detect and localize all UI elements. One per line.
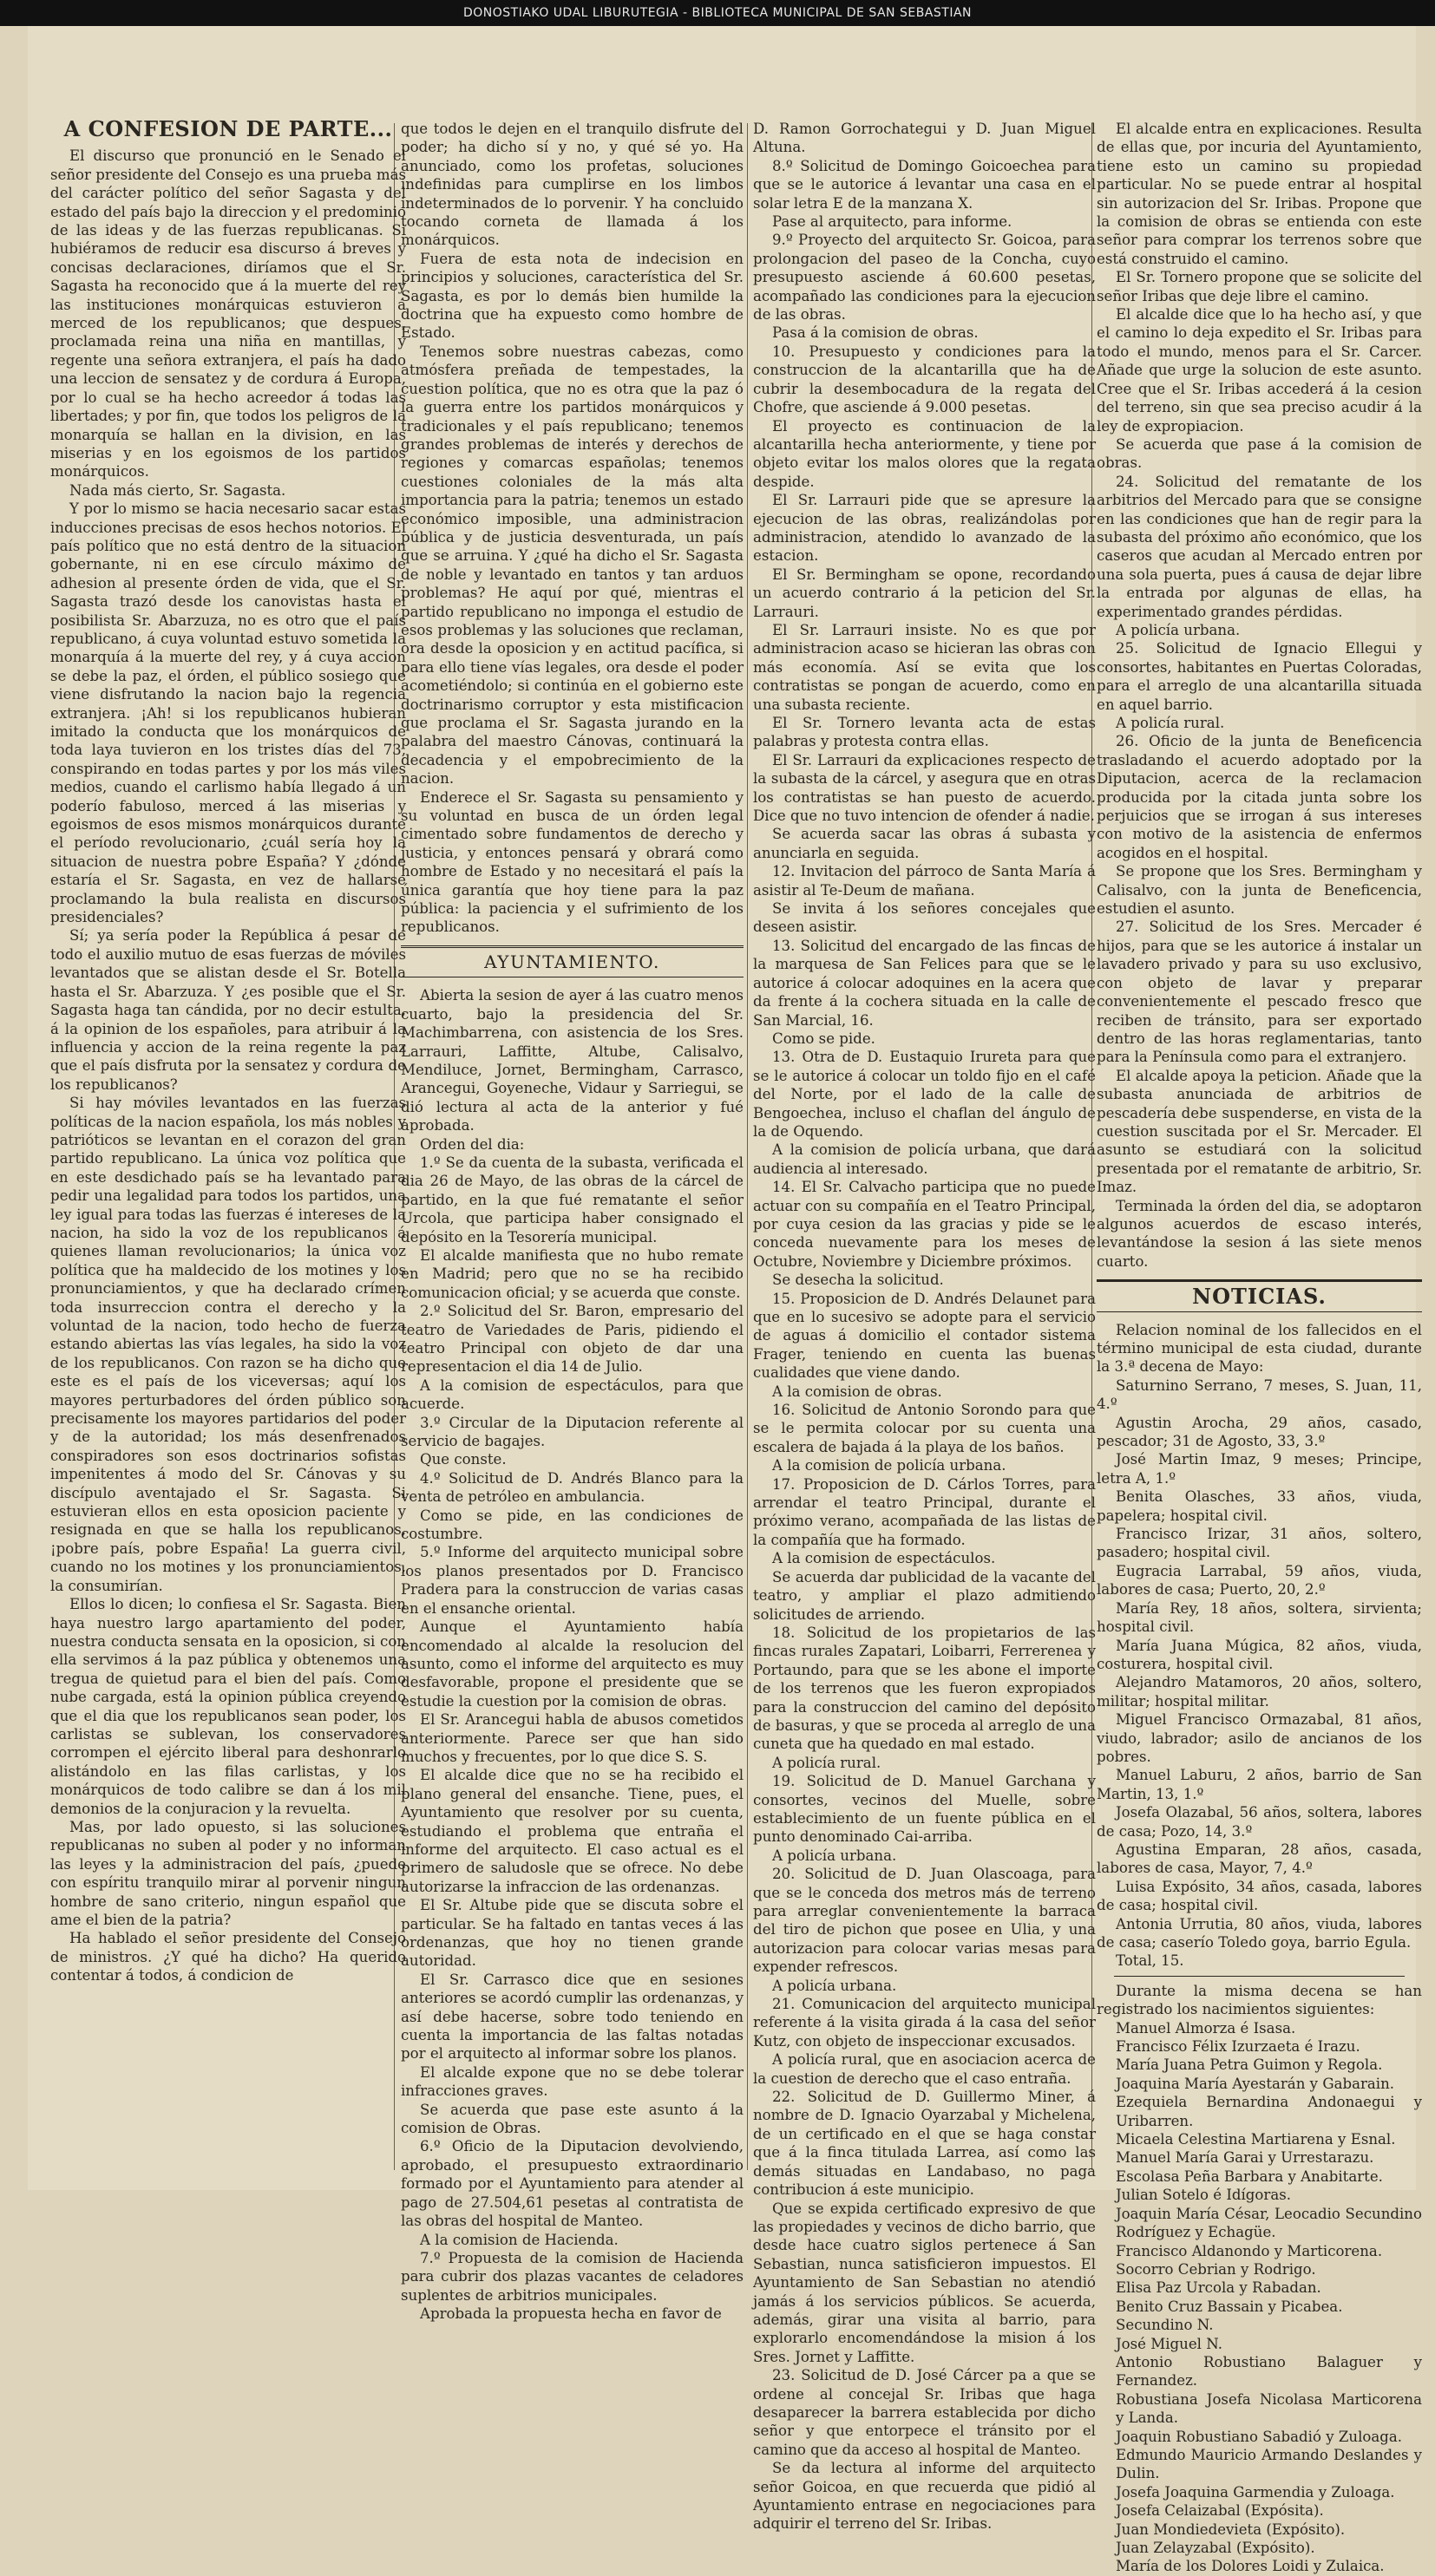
paragraph: Se acuerda que pase este asunto á la comision de Obras.: [401, 2101, 744, 2137]
column-1: [50, 116, 406, 2175]
paragraph: 5.º Informe del arquitecto municipal sobre los planos presentados por D. Francisco Pradera para la construccion de varias casas en el ensanche oriental.: [401, 1544, 744, 1617]
paragraph: Benita Olasches, 33 años, viuda, papelera; hospital civil.: [1097, 1488, 1422, 1524]
paragraph: Aprobada la propuesta hecha en favor de: [420, 2305, 722, 2323]
paragraph: Luisa Expósito, 34 años, casada, labores de casa; hospital civil.: [1097, 1878, 1422, 1914]
list-item: Joaquin María César, Leocadio Secundino Rodríguez y Echagüe.: [1116, 2205, 1422, 2241]
article-title: A CONFESION DE PARTE...: [63, 116, 393, 141]
paragraph: Mas, por lado opuesto, si las soluciones republicanas no suben al poder y no informan las leyes y la administracion del país, ¿puede con espíritu tranquilo mirar al porvenir ningun hombre de sano criterio, ningun español que ame el bien de la patria?: [50, 1818, 406, 1928]
paragraph: A la comision de espectáculos.: [772, 1550, 996, 1567]
paragraph: Miguel Francisco Ormazabal, 81 años, viudo, labrador; asilo de ancianos de los pobres.: [1097, 1711, 1422, 1765]
paragraph: Fuera de esta nota de indecision en principios y soluciones, característica del Sr. Sagasta, es por lo demás bien humilde la doctrina que ha expuesto como hombre de Estado.: [401, 250, 744, 342]
paragraph: A policía rural.: [1116, 715, 1225, 731]
section-heading-noticias: NOTICIAS.: [1097, 1279, 1422, 1311]
list-item: Socorro Cebrian y Rodrigo.: [1116, 2260, 1316, 2278]
paragraph: A la comision de policía urbana.: [772, 1457, 1006, 1474]
list-item: Escolasa Peña Barbara y Anabitarte.: [1116, 2167, 1383, 2185]
paragraph: 23. Solicitud de D. José Cárcer pa a que se ordene al concejal Sr. Iribas que haga desaparecer la barrera establecida por dicho señor y que entorpece el tránsito por el camino que da acceso al hospital de Manteo.: [753, 2367, 1096, 2458]
list-item: Juan Zelayzabal (Expósito).: [1116, 2540, 1315, 2556]
paragraph: A la comision de Hacienda.: [420, 2231, 619, 2248]
list-item: Joaquina María Ayestarán y Gabarain.: [1116, 2075, 1395, 2092]
list-item: Elisa Paz Urcola y Rabadan.: [1116, 2279, 1321, 2297]
list-item: Benito Cruz Bassain y Picabea.: [1116, 2298, 1343, 2315]
paragraph: Se acuerda sacar las obras á subasta y anunciarla en seguida.: [753, 826, 1096, 861]
paragraph: 3.º Circular de la Diputacion referente al servicio de bagajes.: [401, 1414, 744, 1450]
paragraph: 21. Comunicacion del arquitecto municipal referente á la visita girada á la casa del señor Kutz, con objeto de inspeccionar excusados.: [753, 1996, 1096, 2050]
paragraph: 14. El Sr. Calvacho participa que no puede actuar con su compañía en el Teatro Principal, por cuya cesion da las gracias y pide se le conceda nuevamente para los meses de Octubre, Noviembre y Diciembre próximos.: [753, 1179, 1096, 1270]
paragraph: 4.º Solicitud de D. Andrés Blanco para la venta de petróleo en ambulancia.: [401, 1469, 744, 1506]
list-item: Manuel Almorza é Isasa.: [1116, 2019, 1296, 2037]
paragraph: Ellos lo dicen; lo confiesa el Sr. Sagasta. Bien haya nuestro largo apartamiento del poder, nuestra conducta sensata en la oposicion, si con ella servimos á la paz pública y obtenemos una tregua de quietud para el bien del país. Como nube cargada, está la opinion pública creyendo que el dia que los republicanos sean poder, los carlistas se sublevan, los conservadores corrompen el ejército liberal para deshonrarlo alistándolo en las filas carlistas, y los monárquicos de todo calibre se dan á los mil demonios de la conjuracion y la revuelta.: [50, 1596, 406, 1817]
list-item: Edmundo Mauricio Armando Deslandes y Dulin.: [1116, 2446, 1422, 2482]
paragraph: Que conste.: [420, 1451, 507, 1468]
list-item: Antonio Robustiano Balaguer y Fernandez.: [1116, 2353, 1422, 2390]
list-item: Secundino N.: [1116, 2317, 1214, 2334]
births-list: [1097, 2019, 1422, 2576]
paragraph: A la comision de obras.: [772, 1383, 942, 1400]
paragraph: 1.º Se da cuenta de la subasta, verificada el dia 26 de Mayo, de las obras de la cárcel de partido, en la que fué rematante el señor Urcola, que participa haber consignado el depósito en la Tesorería municipal.: [401, 1154, 744, 1246]
paragraph: Pasa á la comision de obras.: [772, 324, 979, 342]
paragraph: Total, 15.: [1116, 1952, 1184, 1970]
paragraph: A policía urbana.: [772, 1977, 897, 1994]
paragraph: 13. Otra de D. Eustaquio Irureta para que se le autorice á colocar un toldo fijo en el café del Norte, por el lado de la calle de Bengoechea, incluso el chaflan del ángulo de la de Oquendo.: [753, 1049, 1096, 1140]
paragraph: Terminada la órden del dia, se adoptaron algunos acuerdos de escaso interés, levantándose la sesion á las siete menos cuarto.: [1097, 1197, 1422, 1270]
column-3: [753, 120, 1096, 2533]
paragraph: El Sr. Arancegui habla de abusos cometidos anteriormente. Parece ser que han sido muchos y frecuentes, por lo que dice S. S.: [401, 1711, 744, 1765]
paragraph: Que se expida certificado expresivo de que las propiedades y vecinos de dicho barrio, que desde hace cuatro siglos pertenece á San Sebastian, nunca satisficieron impuestos. El Ayuntamiento de San Sebastian no atendió jamás á los servicios públicos. Se acuerda, además, girar una visita al barrio, para explorarlo encomendándose la mision á los Sres. Jornet y Laffitte.: [753, 2200, 1096, 2365]
paragraph: A la comision de espectáculos, para que acuerde.: [401, 1376, 744, 1413]
paragraph: Se acuerda dar publicidad de la vacante del teatro, y ampliar el plazo admitiendo solicitudes de arriendo.: [753, 1568, 1096, 1623]
paragraph: Ha hablado el señor presidente del Consejo de ministros. ¿Y qué ha dicho? Ha querido contentar á todos, á condicion de: [50, 1930, 406, 1984]
paragraph: 12. Invitacion del párroco de Santa María á asistir al Te-Deum de mañana.: [753, 863, 1096, 899]
paragraph: Josefa Olazabal, 56 años, soltera, labores de casa; Pozo, 14, 3.º: [1097, 1804, 1422, 1840]
paragraph: A policía urbana.: [1116, 621, 1241, 638]
paragraph: Saturnino Serrano, 7 meses, S. Juan, 11, 4.º: [1097, 1376, 1422, 1413]
paragraph: Se desecha la solicitud.: [772, 1272, 944, 1289]
paragraph: A policía rural.: [772, 1754, 881, 1771]
paragraph: Sí; ya sería poder la República á pesar de todo el auxilio mutuo de esas fuerzas de móviles levantados que se alistan desde el Sr. Botella hasta el Sr. Abarzuza. Y ¿es posible que el Sr. Sagasta haga tan cándida, por no decir estulta, á la opinion de los españoles, para atribuir á la influencia y accion de la reina regente la paz que el país disfruta por la sensatez y cordura de los republicanos?: [50, 927, 406, 1093]
paragraph: A la comision de policía urbana, que dará audiencia al interesado.: [753, 1141, 1096, 1177]
divider: [1114, 1976, 1405, 1977]
paragraph: 18. Solicitud de los propietarios de las fincas rurales Zapatari, Loibarri, Ferrerenea y Portaundo, para que se les abone el importe de los terrenos que les fueron expropiados para la construccion del camino del depósito de basuras, y que se proceda al arreglo de una cuneta que ha quedado en mal estado.: [753, 1624, 1096, 1753]
list-item: Juan Mondiedevieta (Expósito).: [1116, 2520, 1346, 2538]
paragraph: El Sr. Tornero propone que se solicite del señor Iribas que deje libre el camino.: [1097, 269, 1422, 304]
column-4: [1097, 120, 1422, 2575]
paragraph: El alcalde apoya la peticion. Añade que la subasta anunciada de arbitrios de pescadería debe suspenderse, en vista de la cuestion suscitada por el Sr. Mercader. El asunto se estudiará con la solicitud presentada por el rematante de arbitrio, Sr. Imaz.: [1097, 1067, 1422, 1196]
paragraph: 15. Proposicion de D. Andrés Delaunet para que en lo sucesivo se adopte para el servicio de aguas á domicilio el contador sistema Frager, teniendo en cuenta las buenas cualidades que viene dando.: [753, 1290, 1096, 1382]
column-2: [401, 120, 744, 2323]
paragraph: Como se pide.: [772, 1030, 875, 1047]
paragraph: El Sr. Larrauri pide que se apresure la ejecucion de las obras, realizándolas por administracion, atendido lo avanzado de la estacion.: [753, 492, 1096, 565]
list-item: Josefa Joaquina Garmendia y Zuloaga.: [1116, 2483, 1395, 2501]
list-item: Francisco Aldanondo y Marticorena.: [1116, 2242, 1383, 2259]
paragraph: 26. Oficio de la junta de Beneficencia trasladando el acuerdo adoptado por la Diputacion, acerca de la reclamacion producida por la citada junta sobre los perjuicios que se irrogan á sus intereses con motivo de la asistencia de enfermos acogidos en el hospital.: [1097, 733, 1422, 861]
paragraph: que todos le dejen en el tranquilo disfrute del poder; ha dicho sí y no, y qué sé yo. Ha anunciado, como los profetas, soluciones indefinidas para cumplirse en los limbos indeterminados de lo porvenir. Y ha concluido tocando corneta de llamada á los monárquicos.: [401, 121, 744, 249]
list-item: María de los Dolores Loidi y Zulaica.: [1116, 2558, 1385, 2575]
paragraph: A policía rural, que en asociacion acerca de la cuestion de derecho que el caso entraña.: [753, 2051, 1096, 2087]
paragraph: Francisco Irizar, 31 años, soltero, pasadero; hospital civil.: [1097, 1526, 1422, 1561]
paragraph: El Sr. Tornero levanta acta de estas palabras y protesta contra ellas.: [753, 715, 1096, 750]
paragraph: 22. Solicitud de D. Guillermo Miner, á nombre de D. Ignacio Oyarzabal y Michelena, de un certificado en el que se haga constar que á la finca titulada Larrea, así como las demás situadas en Landabaso, no paga contribucion á este municipio.: [753, 2089, 1096, 2199]
paragraph: Relacion nominal de los fallecidos en el término municipal de esta ciudad, durante la 3.ª decena de Mayo:: [1097, 1321, 1422, 1376]
paragraph: Enderece el Sr. Sagasta su pensamiento y su voluntad en busca de un órden legal cimentado sobre fundamentos de derecho y justicia, y entonces pensará y obrará como hombre de Estado y no necesitará el país la única garantía que hoy tiene para la paz pública: la paciencia y el sufrimiento de los republicanos.: [401, 788, 744, 936]
newspaper-page: [28, 26, 1422, 2575]
paragraph: A policía urbana.: [772, 1847, 897, 1864]
paragraph: El Sr. Carrasco dice que en sesiones anteriores se acordó cumplir las ordenanzas, y así debe hacerse, sobre todo teniendo en cuenta la importancia de las faltas notadas por el arquitecto al informar sobre los planos.: [401, 1971, 744, 2063]
list-item: Francisco Félix Izurzaeta é Irazu.: [1116, 2038, 1360, 2056]
list-item: Ezequiela Bernardina Andonaegui y Uribarren.: [1116, 2094, 1422, 2129]
paragraph: María Juana Múgica, 82 años, viuda, costurera, hospital civil.: [1097, 1637, 1422, 1672]
paragraph: El Sr. Bermingham se opone, recordando un acuerdo contrario á la peticion del Sr. Larrauri.: [753, 566, 1096, 620]
paragraph: 20. Solicitud de D. Juan Olascoaga, para que se le conceda dos metros más de terreno para arreglar convenientemente la barraca del tiro de pichon que posee en Ulia, y una autorizacion para colocar varias mesas para expender refrescos.: [753, 1866, 1096, 1976]
paragraph: 27. Solicitud de los Sres. Mercader é hijos, para que se les autorice á instalar un lavadero privado y para su uso exclusivo, con objeto de lavar y preparar convenientemente el pescado fresco que reciben de tránsito, para ser exportado dentro de las horas reglamentarias, tanto para la Península como para el extranjero.: [1097, 919, 1422, 1066]
paragraph: Se propone que los Sres. Bermingham y Calisalvo, con la junta de Beneficencia, estudien el asunto.: [1097, 863, 1422, 918]
list-item: Josefa Celaizabal (Expósita).: [1116, 2502, 1324, 2520]
paragraph: 2.º Solicitud del Sr. Baron, empresario del teatro de Variedades de Paris, pidiendo el teatro Principal con objeto de dar una representacion el dia 14 de Julio.: [401, 1303, 744, 1376]
paragraph: Se acuerda que pase á la comision de obras.: [1097, 435, 1422, 472]
paragraph: 16. Solicitud de Antonio Sorondo para que se le permita colocar por su cuenta una escalera de bajada á la playa de los baños.: [753, 1402, 1096, 1455]
paragraph: Antonia Urrutia, 80 años, viuda, labores de casa; caserío Toledo goya, barrio Egula.: [1097, 1915, 1422, 1951]
paragraph: 9.º Proyecto del arquitecto Sr. Goicoa, para prolongacion del paseo de la Concha, cuyo presupuesto asciende á 60.600 pesetas, acompañado las condiciones para la ejecucion de las obras.: [753, 232, 1096, 324]
list-item: Robustiana Josefa Nicolasa Marticorena y Landa.: [1116, 2390, 1422, 2427]
paragraph: Orden del dia:: [420, 1135, 525, 1153]
paragraph: El Sr. Larrauri da explicaciones respecto de la subasta de la cárcel, y asegura que en otras los contratistas se han puesto de acuerdo. Dice que no tuvo intencion de ofender á nadie.: [753, 751, 1096, 825]
list-item: Manuel María Garai y Urrestarazu.: [1116, 2149, 1374, 2167]
paragraph: El proyecto es continuacion de la alcantarilla hecha anteriormente, y tiene por objeto evitar los malos olores que la regata despide.: [753, 417, 1096, 490]
paragraph: El Sr. Altube pide que se discuta sobre el particular. Se ha faltado en tantas veces á las ordenanzas, que hoy no tienen grande autoridad.: [401, 1897, 744, 1970]
paragraph: El alcalde manifiesta que no hubo remate en Madrid; pero que no se ha recibido comunicacion oficial; y se acuerda que conste.: [401, 1246, 744, 1301]
paragraph: Abierta la sesion de ayer á las cuatro menos cuarto, bajo la presidencia del Sr. Machimbarrena, con asistencia de los Sres. Larrauri, Laffitte, Altube, Calisalvo, Mendiluce, Jornet, Bermingham, Carrasco, Arancegui, Goyeneche, Vidaur y Sarriegui, se dió lectura al acta de la anterior y fué aprobada.: [401, 987, 744, 1134]
list-item: Julian Sotelo é Idígoras.: [1116, 2187, 1292, 2204]
paragraph: Agustin Arocha, 29 años, casado, pescador; 31 de Agosto, 33, 3.º: [1097, 1414, 1422, 1450]
paragraph: El alcalde dice que lo ha hecho así, y que el camino lo deja expedito el Sr. Iribas para todo el mundo, menos para el Sr. Carcer. Añade que urge la solucion de este asunto. Cree que el Sr. Iribas accederá á la cesion del terreno, sin que sea preciso acudir á la ley de expropiacion.: [1097, 306, 1422, 435]
paragraph: El Sr. Larrauri insiste. No es que por administracion acaso se hicieran las obras con más economía. Así se evita que los contratistas se pongan de acuerdo, como en una subasta reciente.: [753, 621, 1096, 713]
paragraph: 19. Solicitud de D. Manuel Garchana y consortes, vecinos del Muelle, sobre establecimiento de un fuente pública en el punto denominado Cai-arriba.: [753, 1773, 1096, 1846]
paragraph: 7.º Propuesta de la comision de Hacienda para cubrir dos plazas vacantes de celadores suplentes de arbitrios municipales.: [401, 2249, 744, 2304]
paragraph: 25. Solicitud de Ignacio Ellegui y consortes, habitantes en Puertas Coloradas, para el arreglo de una alcantarilla situada en aquel barrio.: [1097, 640, 1422, 713]
paragraph: 8.º Solicitud de Domingo Goicoechea para que se le autorice á levantar una casa en el solar letra E de la manzana X.: [753, 157, 1096, 212]
list-item: María Juana Petra Guimon y Regola.: [1116, 2056, 1383, 2074]
paragraph: 10. Presupuesto y condiciones para la construccion de la alcantarilla que ha de cubrir la desembocadura de la regata del Chofre, que asciende á 9.000 pesetas.: [753, 343, 1096, 416]
paragraph: José Martin Imaz, 9 meses; Principe, letra A, 1.º: [1097, 1451, 1422, 1487]
paragraph: D. Ramon Gorrochategui y D. Juan Miguel Altuna.: [753, 121, 1096, 156]
list-item: Micaela Celestina Martiarena y Esnal.: [1116, 2131, 1396, 2148]
paragraph: María Rey, 18 años, soltera, sirvienta; hospital civil.: [1097, 1599, 1422, 1636]
paragraph: 17. Proposicion de D. Cárlos Torres, para arrendar el teatro Principal, durante el próximo verano, acompañada de las listas de la compañía que ha formado.: [753, 1475, 1096, 1548]
library-banner: DONOSTIAKO UDAL LIBURUTEGIA - BIBLIOTECA MUNICIPAL DE SAN SEBASTIAN: [0, 0, 1435, 26]
paragraph: Aunque el Ayuntamiento había encomendado al alcalde la resolucion del asunto, como el informe del arquitecto es muy desfavorable, propone el presidente que se estudie la cuestion por la comision de obras.: [401, 1618, 744, 1710]
paragraph: Alejandro Matamoros, 20 años, soltero, militar; hospital militar.: [1097, 1674, 1422, 1710]
paragraph: Como se pide, en las condiciones de costumbre.: [401, 1507, 744, 1543]
paragraph: El alcalde entra en explicaciones. Resulta de ellas que, por incuria del Ayuntamiento, tiene esto un camino su propiedad particular. No se puede entrar al hospital sin autorizacion del Sr. Iribas. Propone que la comision de obras se entienda con este señor para comprar los terrenos sobre que está construido el camino.: [1097, 121, 1422, 267]
paragraph: Nada más cierto, Sr. Sagasta.: [69, 481, 286, 499]
paragraph: Si hay móviles levantados en las fuerzas políticas de la nacion española, los más nobles y patrióticos se levantan en el corazon del gran partido republicano. La única voz política que en este desdichado país se ha levantado para pedir una legalidad para todos los partidos, una ley igual para todas las fuerzas é intereses de la nacion, ha sido la voz de los republicanos á quienes llaman revolucionarios; la única voz política que ha maldecido de los motines y los pronunciamientos, y que ha declarado crímen toda insurreccion contra el derecho y la voluntad de la nacion, todo hecho de fuerza estando abiertas las vías legales, ha sido la voz de los republicanos. Con razon se ha dicho que este es el país de los viceversas; aquí los mayores perturbadores del órden público son precisamente los mayores partidarios del poder y de la autoridad; los más desenfrenados conspiradores son esos doctrinarios sofistas impenitentes á modo del Sr. Cánovas y su discípulo aventajado el Sr. Sagasta. Si estuvieran ellos en esta oposicion paciente y resignada en que se halla los republicanos, ¡pobre país, pobre España! La guerra civil, cuando no los motines y los pronunciamientos, la consumirían.: [50, 1095, 406, 1594]
paragraph: 13. Solicitud del encargado de las fincas de la marquesa de San Felices para que se le autorice á colocar adoquines en la acera que da frente á la cochera situada en la calle de San Marcial, 16.: [753, 937, 1096, 1029]
paragraph: 6.º Oficio de la Diputacion devolviendo, aprobado, el presupuesto extraordinario formado por el Ayuntamiento para atender al pago de 27.504,61 pesetas al contratista de las obras del hospital de Manteo.: [401, 2138, 744, 2230]
paragraph: Agustina Emparan, 28 años, casada, labores de casa, Mayor, 7, 4.º: [1097, 1840, 1422, 1877]
paragraph: El discurso que pronunció en le Senado el señor presidente del Consejo es una prueba más del carácter político del señor Sagasta y del estado del país bajo la direccion y el predominio de las ideas y de las fuerzas republicanas. Si hubiéramos de reducir esa discurso á breves y concisas declaraciones, diríamos que el Sr. Sagasta ha reconocido que á la muerte del rey las instituciones monárquicas estuvieron á merced de los republicanos; que despues, proclamada reina una niña en mantillas, y regente una señora extranjera, el país ha dado una leccion de sensatez y de cordura á Europa, por lo cual se ha hecho acreedor á todas las libertades; y por fin, que todos los peligros de la monarquía se hallan en la division, en las miserias y en los egoismos de los partidos monárquicos.: [50, 147, 406, 481]
list-item: Joaquin Robustiano Sabadió y Zuloaga.: [1116, 2428, 1403, 2445]
paragraph: Tenemos sobre nuestras cabezas, como atmósfera preñada de tempestades, la cuestion política, que no es otra que la paz ó la guerra entre los partidos monárquicos y tradicionales y el país republicano; tenemos grandes problemas de interés y derechos de regiones y comarcas españolas; tenemos cuestiones coloniales de la más alta importancia para la patria; tenemos un estado económico imposible, una administracion pública y de justicia desventurada, un país que se arruina. Y ¿qué ha dicho el Sr. Sagasta de noble y levantado en tantos y tan arduos problemas? He aquí por qué, mientras el partido republicano no imponga el estudio de esos problemas y las soluciones que reclaman, ora desde la oposicion y en actitud pacífica, si para ello tiene vías legales, ora desde el poder acometiéndolo; si continúa en el gobierno este doctrinarismo corruptor y esta mistificacion que proclama el Sr. Sagasta jurando en la palabra del maestro Cánovas, continuará la decadencia y el empobrecimiento de la nacion.: [401, 343, 744, 788]
paragraph: Manuel Laburu, 2 años, barrio de San Martin, 13, 1.º: [1097, 1767, 1422, 1802]
paragraph: 24. Solicitud del rematante de los arbitrios del Mercado para que se consigne en las condiciones que han de regir para la subasta del próximo año económico, que los caseros que acudan al Mercado entren por una sola puerta, pues á causa de dejar libre la entrada por algunas de ellas, ha experimentado grandes pérdidas.: [1097, 473, 1422, 620]
paragraph: Se da lectura al informe del arquitecto señor Goicoa, en que recuerda que pidió al Ayuntamiento entrase en negociaciones para adquirir el terreno del Sr. Iribas.: [753, 2460, 1096, 2533]
paragraph: El alcalde dice que no se ha recibido el plano general del ensanche. Tiene, pues, el Ayuntamiento que resolver por su cuenta, estudiando el problema que entraña el informe del arquitecto. El caso actual es el primero de saludosle que se ofrece. No debe autorizarse la infraccion de las ordenanzas.: [401, 1767, 744, 1895]
paragraph: Pase al arquitecto, para informe.: [772, 213, 1012, 231]
list-item: José Miguel N.: [1116, 2335, 1222, 2352]
column-rule: [747, 123, 748, 2170]
paragraph: Eugracia Larrabal, 59 años, viuda, labores de casa; Puerto, 20, 2.º: [1097, 1562, 1422, 1599]
paragraph: Y por lo mismo se hacia necesario sacar estas inducciones precisas de esos hechos notorios. El país político que no está dentro de la situacion gobernante, ni en ese círculo máximo de adhesion al presente órden de vida, que el Sr. Sagasta trazó desde los canovistas hasta el posibilista Sr. Abarzuza, no es otro que el país republicano, á cuya voluntad estuvo sometida la monarquía á la muerte del rey, y á cuya accion se debe la paz, el órden, el público sosiego que viene disfrutando la nacion bajo la regencia extranjera. ¡Ah! si los republicanos hubieran imitado la conducta que los monárquicos de toda laya tuvieron en los tristes días del 73, conspirando en todas partes y por los más viles medios, cuando el carlismo había llegado á un poderío fabuloso, merced á las miserias y egoismos de esos mismos monárquicos durante el período revolucionario, ¿cuál sería hoy la situacion de nuestra pobre España? Y ¿dónde estaría el Sr. Sagasta, en vez de hallarse proclamando la bula realista en discursos presidenciales?: [50, 500, 406, 926]
paragraph: Durante la misma decena se han registrado los nacimientos siguientes:: [1097, 1982, 1422, 2018]
paragraph: El alcalde expone que no se debe tolerar infracciones graves.: [401, 2063, 744, 2100]
section-heading-ayuntamiento: AYUNTAMIENTO.: [401, 945, 744, 977]
paragraph: Se invita á los señores concejales que deseen asistir.: [753, 900, 1096, 936]
